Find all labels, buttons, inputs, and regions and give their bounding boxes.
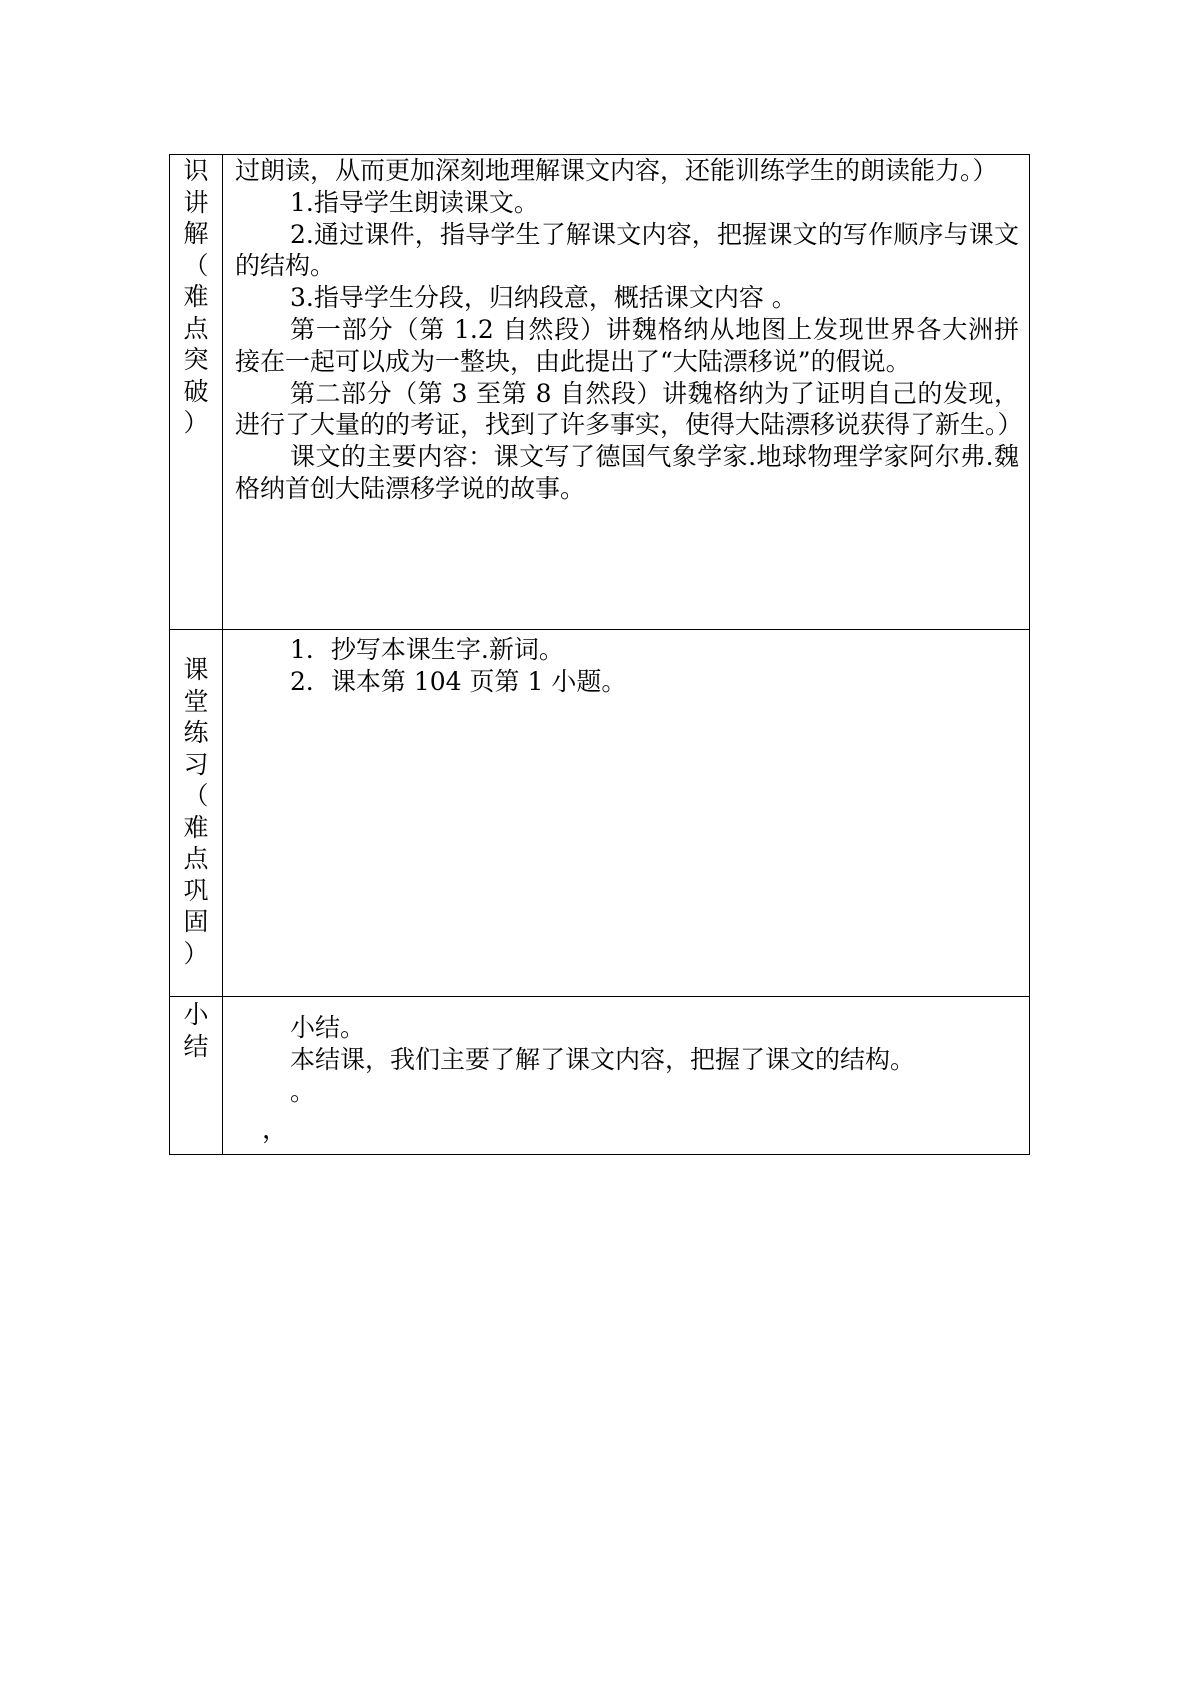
content-paragraph: 过朗读，从而更加深刻地理解课文内容，还能训练学生的朗读能力。） <box>235 156 998 185</box>
row-label <box>170 155 223 630</box>
row-content <box>223 997 1030 1155</box>
row-label-char: 难 <box>183 282 209 311</box>
content-paragraph: 1．抄写本课生字.新词。 <box>290 635 564 664</box>
row-content <box>223 630 1030 997</box>
content-paragraph: 。 <box>290 1076 316 1106</box>
table-row-knowledge-explanation <box>170 155 1030 630</box>
table-row-classroom-practice <box>170 630 1030 997</box>
row-label-char: （ <box>183 781 209 810</box>
row-label-char: 讲 <box>183 187 209 217</box>
table-row-summary <box>170 997 1030 1155</box>
row-label-char: 小 <box>183 1000 209 1029</box>
row-label-char: 破 <box>183 376 209 406</box>
row-label-char: 难 <box>183 812 209 842</box>
row-label-char: （ <box>183 250 209 280</box>
content-paragraph: 2．课本第 104 页第 1 小题。 <box>290 666 627 696</box>
content-paragraph: 小结。 <box>290 1013 366 1042</box>
row-label-char: 巩 <box>183 875 209 905</box>
content-paragraph: 本结课，我们主要了解了课文内容，把握了课文的结构。 <box>290 1044 916 1074</box>
lesson-plan-table <box>169 154 1030 1155</box>
row-label-char: ） <box>183 408 209 437</box>
row-label-char: 解 <box>183 219 209 248</box>
row-label-char: 突 <box>183 345 209 374</box>
content-paragraph: 2.通过课件，指导学生了解课文内容，把握课文的写作顺序与课文的结构。 <box>235 219 1019 281</box>
row-label-char: 结 <box>183 1031 209 1061</box>
row-label-char: ） <box>183 938 209 968</box>
row-label-char: 堂 <box>183 686 209 716</box>
content-paragraph: 1.指导学生朗读课文。 <box>290 187 539 217</box>
content-paragraph: 3.指导学生分段，归纳段意，概括课文内容 。 <box>290 283 797 313</box>
row-label-char: 点 <box>183 313 209 343</box>
row-label-char: 固 <box>183 907 209 936</box>
row-label-char: 识 <box>183 156 209 185</box>
stray-comma-mark: ， <box>262 1115 289 1145</box>
row-content <box>223 155 1030 630</box>
row-label <box>170 630 223 997</box>
content-paragraph: 第二部分（第 3 至第 8 自然段）讲魏格纳为了证明自己的发现，进行了大量的的考证，找到了许多事实，使得大陆漂移说获得了新生。） <box>235 378 1023 440</box>
row-label <box>170 997 223 1155</box>
content-paragraph: 第一部分（第 1.2 自然段）讲魏格纳从地图上发现世界各大洲拼接在一起可以成为一整块，由此提出了“大陆漂移说”的假说。 <box>235 314 1019 376</box>
row-label-char: 课 <box>183 655 209 684</box>
row-label-char: 练 <box>183 718 209 747</box>
content-paragraph: 课文的主要内容：课文写了德国气象学家.地球物理学家阿尔弗.魏格纳首创大陆漂移学说的故事。 <box>235 442 1019 503</box>
row-label-char: 习 <box>183 749 209 779</box>
row-label-char: 点 <box>183 844 209 873</box>
